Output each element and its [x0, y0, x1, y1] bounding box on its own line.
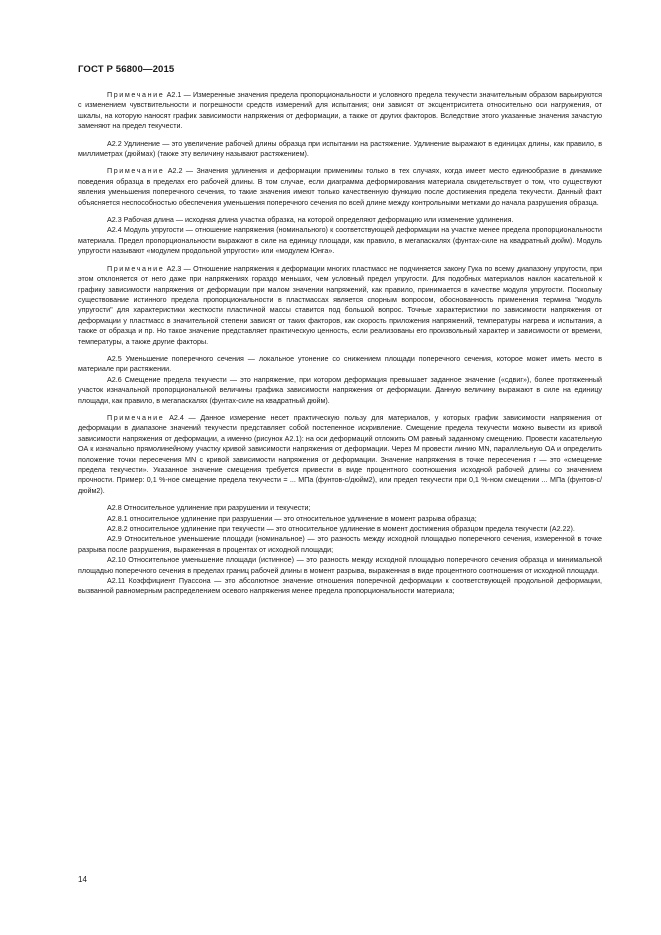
note-text: А2.2 — Значения удлинения и деформации применимы только в тех случаях, когда имеет место единообразие в динамике поведения образца в пределах его рабочей длины. В том случае, если диаграмма деформирования материала свидетельствует о том, что существуют явления уменьшения поперечного сечения, то такие значения имеют только качественную функцию после достижения предела текучести. Данный факт объясняется неспособностью обеспечения уменьшения поперечного сечения по всей длине между контрольными метками до начала разрушения образца. — [78, 167, 602, 207]
note-text: А2.3 — Отношение напряжения к деформации многих пластмасс не подчиняется закону Гука по всему диапазону упругости, при этом отклоняется от него даже при напряжениях гораздо меньших, чем условный предел упругости. Для подобных материалов наклон касательной к графику зависимости напряжения от деформации при малом значении напряжений, как правило, принимается в качестве модуля упругости. Поскольку существование истинного предела пропорциональности в пластмассах является спорным вопросом, обоснованность применения термина "модуль упругости" для характеристики жесткости пластичной массы ставится под большой вопрос. Точные характеристики по зависимости напряжения от деформации у пластмасс в значительной степени зависят от таких факторов, как скорость приложения напряжений, температуры нагрева и испытания, а также от образца и пр. Но такое значение представляет практическую ценность, если реализованы его произвольный характер и зависимости от времени, температуры, а также другие факторы. — [78, 264, 602, 346]
paragraph-a2-10: А2.10 Относительное уменьшение площади (истинное) — это разность между исходной площадью поперечного сечения образца и минимальной площадью поперечного сечения в пределах границ рабочей длины в момент разрыва, выраженная в виде процентного соотношения от исходной площади. — [78, 556, 602, 575]
note-label: Примечание — [107, 264, 165, 273]
paragraph-a2-11: А2.11 Коэффициент Пуассона — это абсолютное значение отношения поперечной деформации к соответствующей продольной деформации, вызванной равномерным распределением осевого напряжения менее предела пропорциональности материала; — [78, 577, 602, 596]
paragraph-a2-8: А2.8 Относительное удлинение при разрушении и текучести; — [107, 504, 311, 513]
note-label: Примечание — [107, 167, 165, 176]
paragraph-a2-3: А2.3 Рабочая длина — исходная длина участка образка, на которой определяют деформацию или изменение удлинения. — [107, 216, 514, 225]
note-text: А2.4 — Данное измерение несет практическую пользу для материалов, у которых график зависимости напряжения от деформации в диапазоне значений текучести представляет собой постепенное искривление. Смещение предела текучести можно вывести из кривой зависимости напряжения от деформации, а именно (рисунок А2.1): на оси деформаций отложить OM равный заданному смещению. Провести касательную OA к изначально прямолинейному участку кривой зависимости напряжения от деформации. Через M провести линию MN, параллельную OA и определить положение точки пересечения MN с кривой зависимости напряжения от деформации. Значение напряжения в точке пересечения r — это «смещение предела текучести». Указанное значение смещения требуется привести в виде процентного соотношения исходной рабочей длины со значением прочности. Пример: 0,1 %-ное смещение предела текучести = ... МПа (фунтов-с/дюйм2), или предел текучести при 0,1 %-ном смещении ... МПа (фунтов-с/дюйм2). — [78, 413, 602, 495]
paragraph-a2-2: А2.2 Удлинение — это увеличение рабочей длины образца при испытании на растяжение. Удлинение выражают в единицах длины, как правило, в миллиметрах (дюймах) (также эту величину называют растяжением). — [78, 139, 602, 159]
note-label: Примечание — [107, 91, 165, 99]
note-a2-2 — [78, 166, 602, 208]
paragraph-a2-9: А2.9 Относительное уменьшение площади (номинальное) — это разность между исходной площадью поперечного сечения, измеренной в точке разрыва после разрушения, выраженная в процентах от исходной площади; — [78, 535, 602, 554]
paragraph-a2-8-1: А2.8.1 относительное удлинение при разрушении — это относительное удлинение в момент разрыва образца; — [107, 514, 477, 523]
note-a2-3 — [78, 264, 602, 347]
paragraph-a2-8-2: А2.8.2 относительное удлинение при текучести — это относительное удлинение в момент достижения образцом предела текучести (А2.22). — [107, 525, 575, 534]
document-header: ГОСТ Р 56800—2015 — [78, 64, 175, 75]
paragraph-a2-6: А2.6 Смещение предела текучести — это напряжение, при котором деформация превышает заданное значение («сдвиг»), более протяженный участок изначальной пропорциональной величины графика зависимости напряжения от деформации. Данную величину выражают в силе на единицу площади, как правило, в мегапаскалях (фунтах-силе на квадратный дюйм). — [78, 375, 602, 405]
note-label: Примечание — [107, 413, 165, 422]
note-a2-1 — [78, 90, 602, 132]
document-body — [78, 90, 602, 597]
page-number: 14 — [78, 875, 87, 884]
paragraph-a2-5: А2.5 Уменьшение поперечного сечения — локальное утонение со снижением площади поперечного сечения, которое может иметь место в материале при растяжении. — [78, 354, 602, 374]
paragraph-a2-4: А2.4 Модуль упругости — отношение напряжения (номинального) к соответствующей деформации на участке менее предела пропорциональности материала. Предел пропорциональности выражают в силе на единицу площади, как правило, в мегапаскалях (фунтах-силе на квадратный дюйм). Модуль упругости называют «модулем продольной упругости» или «модулем Юнга». — [78, 226, 602, 256]
note-text: А2.1 — Измеренные значения предела пропорциональности и условного предела текучести значительным образом варьируются с изменением чувствительности и погрешности средств измерений для испытания; они зависят от эксцентриситета относительно оси нагружения, от шкалы, на которую наносят график зависимости напряжения от деформации, а также от других факторов. Вследствие этого указанные значения зачастую заменяют на предел текучести. — [78, 91, 602, 131]
note-a2-4 — [78, 413, 602, 496]
